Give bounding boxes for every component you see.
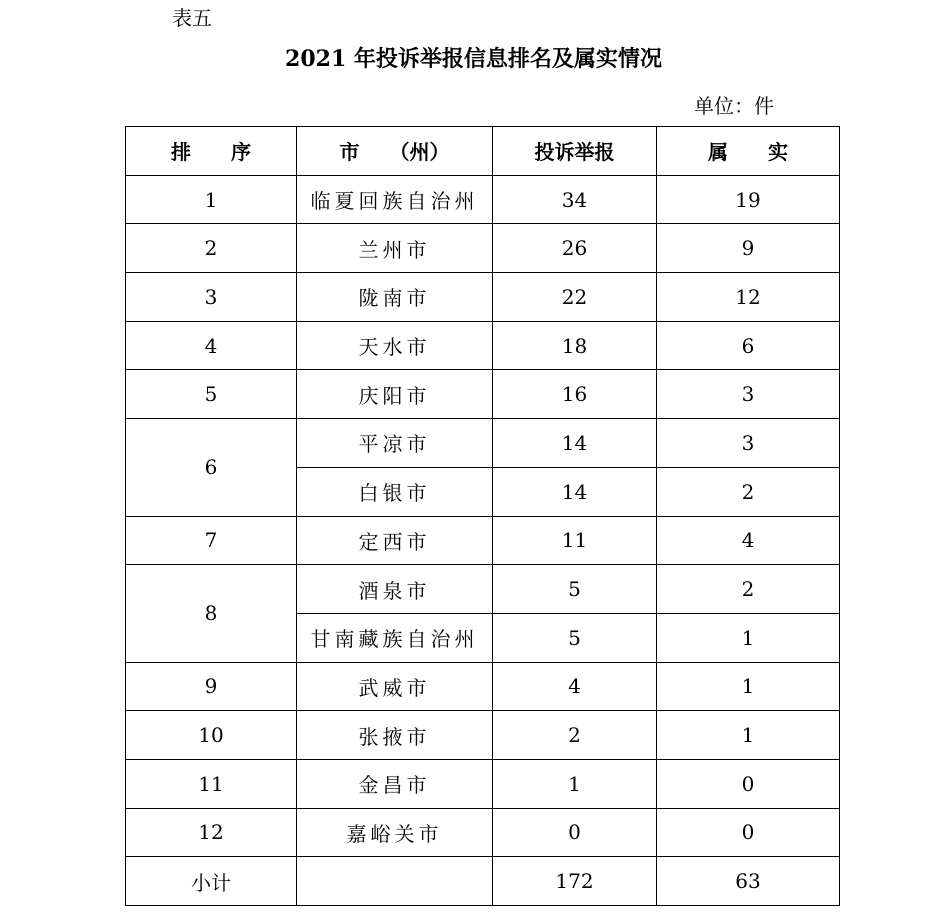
rank-cell: 9 [126, 662, 297, 711]
table-row [126, 321, 840, 370]
total-complaints: 172 [493, 857, 657, 906]
verified-cell: 1 [657, 662, 840, 711]
total-row [126, 857, 840, 906]
table-row [126, 273, 840, 322]
table-header-row [126, 127, 840, 176]
complaints-cell: 16 [493, 370, 657, 419]
table-row [126, 419, 840, 468]
table-row [126, 516, 840, 565]
total-label: 小计 [126, 857, 297, 906]
complaints-cell: 14 [493, 467, 657, 516]
verified-cell: 2 [657, 467, 840, 516]
verified-cell: 3 [657, 370, 840, 419]
complaints-cell: 2 [493, 711, 657, 760]
city-cell: 甘南藏族自治州 [297, 613, 493, 662]
city-cell: 庆阳市 [297, 370, 493, 419]
verified-cell: 9 [657, 224, 840, 273]
complaints-cell: 14 [493, 419, 657, 468]
rank-cell: 3 [126, 273, 297, 322]
city-cell: 临夏回族自治州 [297, 175, 493, 224]
complaints-cell: 11 [493, 516, 657, 565]
unit-label: 单位：件 [694, 94, 774, 118]
total-city-cell [297, 857, 493, 906]
table-row [126, 759, 840, 808]
verified-cell: 3 [657, 419, 840, 468]
verified-cell: 0 [657, 808, 840, 857]
city-cell: 白银市 [297, 467, 493, 516]
header-city: 市 （州） [297, 127, 493, 176]
header-complaints: 投诉举报 [493, 127, 657, 176]
verified-cell: 19 [657, 175, 840, 224]
table-row [126, 808, 840, 857]
city-cell: 平凉市 [297, 419, 493, 468]
complaints-cell: 26 [493, 224, 657, 273]
complaints-cell: 0 [493, 808, 657, 857]
rank-cell: 7 [126, 516, 297, 565]
document-title: 2021 年投诉举报信息排名及属实情况 [285, 46, 662, 72]
complaints-cell: 18 [493, 321, 657, 370]
table-label: 表五 [172, 6, 212, 30]
verified-cell: 12 [657, 273, 840, 322]
verified-cell: 1 [657, 613, 840, 662]
complaints-cell: 1 [493, 759, 657, 808]
header-rank: 排 序 [126, 127, 297, 176]
verified-cell: 0 [657, 759, 840, 808]
complaints-cell: 5 [493, 565, 657, 614]
complaints-cell: 5 [493, 613, 657, 662]
rank-cell: 8 [126, 565, 297, 662]
verified-cell: 4 [657, 516, 840, 565]
rank-cell: 1 [126, 175, 297, 224]
complaints-cell: 4 [493, 662, 657, 711]
header-verified: 属 实 [657, 127, 840, 176]
table-row [126, 175, 840, 224]
table-row [126, 565, 840, 614]
table-row [126, 711, 840, 760]
complaints-cell: 34 [493, 175, 657, 224]
verified-cell: 2 [657, 565, 840, 614]
city-cell: 兰州市 [297, 224, 493, 273]
city-cell: 嘉峪关市 [297, 808, 493, 857]
city-cell: 天水市 [297, 321, 493, 370]
verified-cell: 6 [657, 321, 840, 370]
complaints-cell: 22 [493, 273, 657, 322]
city-cell: 武威市 [297, 662, 493, 711]
table-row [126, 662, 840, 711]
total-verified: 63 [657, 857, 840, 906]
rank-cell: 5 [126, 370, 297, 419]
rank-cell: 6 [126, 419, 297, 516]
table-row [126, 370, 840, 419]
rank-cell: 10 [126, 711, 297, 760]
city-cell: 金昌市 [297, 759, 493, 808]
rank-cell: 2 [126, 224, 297, 273]
ranking-table [125, 126, 840, 906]
rank-cell: 4 [126, 321, 297, 370]
rank-cell: 11 [126, 759, 297, 808]
city-cell: 陇南市 [297, 273, 493, 322]
city-cell: 定西市 [297, 516, 493, 565]
rank-cell: 12 [126, 808, 297, 857]
city-cell: 酒泉市 [297, 565, 493, 614]
verified-cell: 1 [657, 711, 840, 760]
city-cell: 张掖市 [297, 711, 493, 760]
table-row [126, 224, 840, 273]
